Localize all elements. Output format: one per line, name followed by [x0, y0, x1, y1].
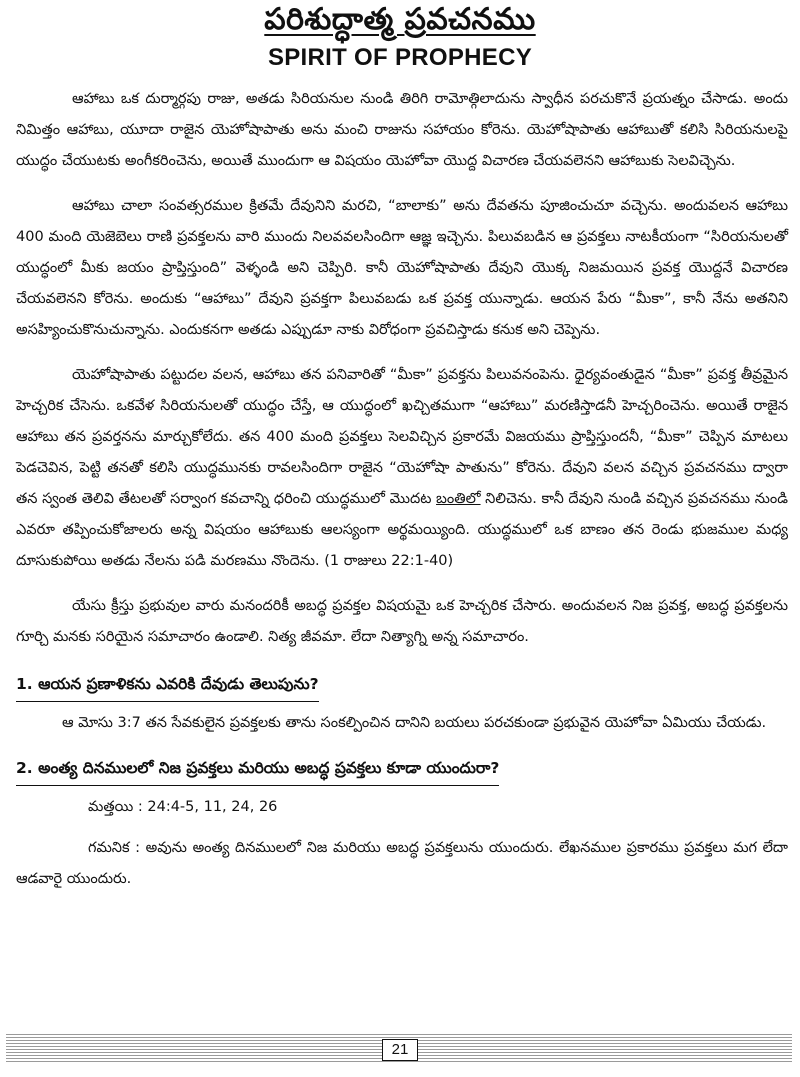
question-1-heading: 1. ఆయన ప్రణాళికను ఎవరికి దేవుడు తెలుపును? — [16, 669, 319, 702]
paragraph-2: ఆహాబు చాలా సంవత్సరముల క్రితమే దేవునిని మరచి, “బాలాకు” అను దేవతను పూజించుచూ వచ్చెను. అందువలన ఆహాబు 400 మంది యెజెబెలు రాణి ప్రవక్తలను వారి ముందు నిలవవలసిందిగా ఆజ్ఞ ఇచ్చెను. పిలువబడిన ఆ ప్రవక్తలు నాటకీయంగా “సిరియనులతో యుద్ధంలో మీకు జయం ప్రాప్తిస్తుంది” వెళ్ళండి అని చెప్పిరి. కానీ యెహోషాపాతు దేవుని యొక్క నిజమయిన ప్రవక్త యొద్దనే విచారణ చేయవలెనని కోరెను. అందుకు “ఆహాబు” దేవుని ప్రవక్తగా పిలువబడు ఒక ప్రవక్త యున్నాడు. ఆయన పేరు “మీకా”, కానీ నేను అతనిని అసహ్యించుకొనుచున్నాను. ఎందుకనగా అతడు ఎప్పుడూ నాకు విరోధంగా ప్రవచిస్తాడు కనుక అని చెప్పెను. — [16, 198, 788, 338]
page-title-english: SPIRIT OF PROPHECY — [267, 44, 533, 71]
article-body — [16, 84, 788, 895]
paragraph-4: యేసు క్రీస్తు ప్రభువుల వారు మనందరికీ అబద్ధ ప్రవక్తల విషయమై ఒక హెచ్చరిక చేసారు. అందువలన నిజ ప్రవక్త, అబద్ధ ప్రవక్తలను గూర్చి మనకు సరియైన సమాచారం ఉండాలి. నిత్య జీవమా. లేదా నిత్యాగ్ని అన్న సమాచారం. — [16, 598, 788, 645]
paragraph-3-text-a: యెహోషాపాతు పట్టుదల వలన, ఆహాబు తన పనివారితో “మీకా” ప్రవక్తను పిలువనంపెను. ధైర్యవంతుడైన “మీకా” ప్రవక్త తీవ్రమైన హెచ్చరిక చేసెను. ఒకవేళ సిరియనులతో యుద్ధం చేస్తే, ఆ యుద్ధంలో ఖచ్చితముగా “ఆహాబు” మరణిస్తాడనీ హెచ్చరించెను. అయితే రాజైన ఆహాబు తన ప్రవర్తనను మార్చుకోలేదు. తన 400 మంది ప్రవక్తలు సెలవిచ్చిన ప్రకారమే విజయము ప్రాప్తిస్తుందనీ, “మీకా” చెప్పిన మాటలు పెడచెవిన, పెట్టి తనతో కలిసి యుద్ధమునకు రావలసిందిగా రాజైన “యెహోషా పాతును” కోరెను. దేవుని వలన వచ్చిన ప్రవచనము ద్వారా తన స్వంత తెలివి తేటలతో సర్వాంగ కవచాన్ని ధరించి యుద్ధములో మొదట — [16, 367, 788, 507]
page-title-telugu: పరిశుద్ధాత్మ ప్రవచనము — [264, 2, 536, 37]
question-1-block — [16, 667, 788, 739]
paragraph-3-text-b: నిలిచెను. కానీ దేవుని నుండి వచ్చిన ప్రవచనము నుండి ఎవరూ తప్పించుకోజాలరు అన్న విషయం ఆహాబుకు ఆలస్యంగా అర్థమయ్యింది. యుద్ధములో ఒక బాణం తన రెండు భుజముల మధ్య దూసుకుపోయి అతడు నేలను పడి మరణము నొందెను. (1 రాజులు 22:1-40) — [16, 491, 788, 569]
paragraph-1: ఆహాబు ఒక దుర్మార్గపు రాజు, అతడు సిరియనుల నుండి తిరిగి రామోత్గిలాదును స్వాధీన పరచుకొనే ప్రయత్నం చేసాడు. అందు నిమిత్తం ఆహాబు, యూదా రాజైన యెహోషాపాతు అను మంచి రాజును సహాయం కోరెను. యెహోషాపాతు ఆహాబుతో కలిసి సిరియనులపై యుద్ధం చేయుటకు అంగీకరించెను, అయితే ముందుగా ఆ విషయం యెహోవా యొద్ద విచారణ చేయవలెనని ఆహాబుకు సెలవిచ్చెను. — [16, 91, 788, 169]
question-1-answer: ఆ మోసు 3:7 తన సేవకులైన ప్రవక్తలకు తాను సంకల్పించిన దానిని బయలు పరచకుండా ప్రభువైన యెహోవా ఏమియు చేయడు. — [62, 715, 767, 731]
question-2-reference: మత్తయి : 24:4-5, 11, 24, 26 — [88, 799, 278, 815]
question-2-heading: 2. అంత్య దినములలో నిజ ప్రవక్తలు మరియు అబద్ధ ప్రవక్తలు కూడా యుందురా? — [16, 753, 499, 786]
underlined-word: బంతిలో — [436, 491, 481, 507]
question-2-block — [16, 751, 788, 895]
paragraph-3 — [16, 360, 788, 577]
question-2-note: గమనిక : అవును అంత్య దినములలో నిజ మరియు అబద్ధ ప్రవక్తలును యుందురు. లేఖనముల ప్రకారము ప్రవక్తలు మగ లేదా ఆడవారై యుందురు. — [16, 840, 788, 887]
page-number: 21 — [382, 1039, 418, 1061]
